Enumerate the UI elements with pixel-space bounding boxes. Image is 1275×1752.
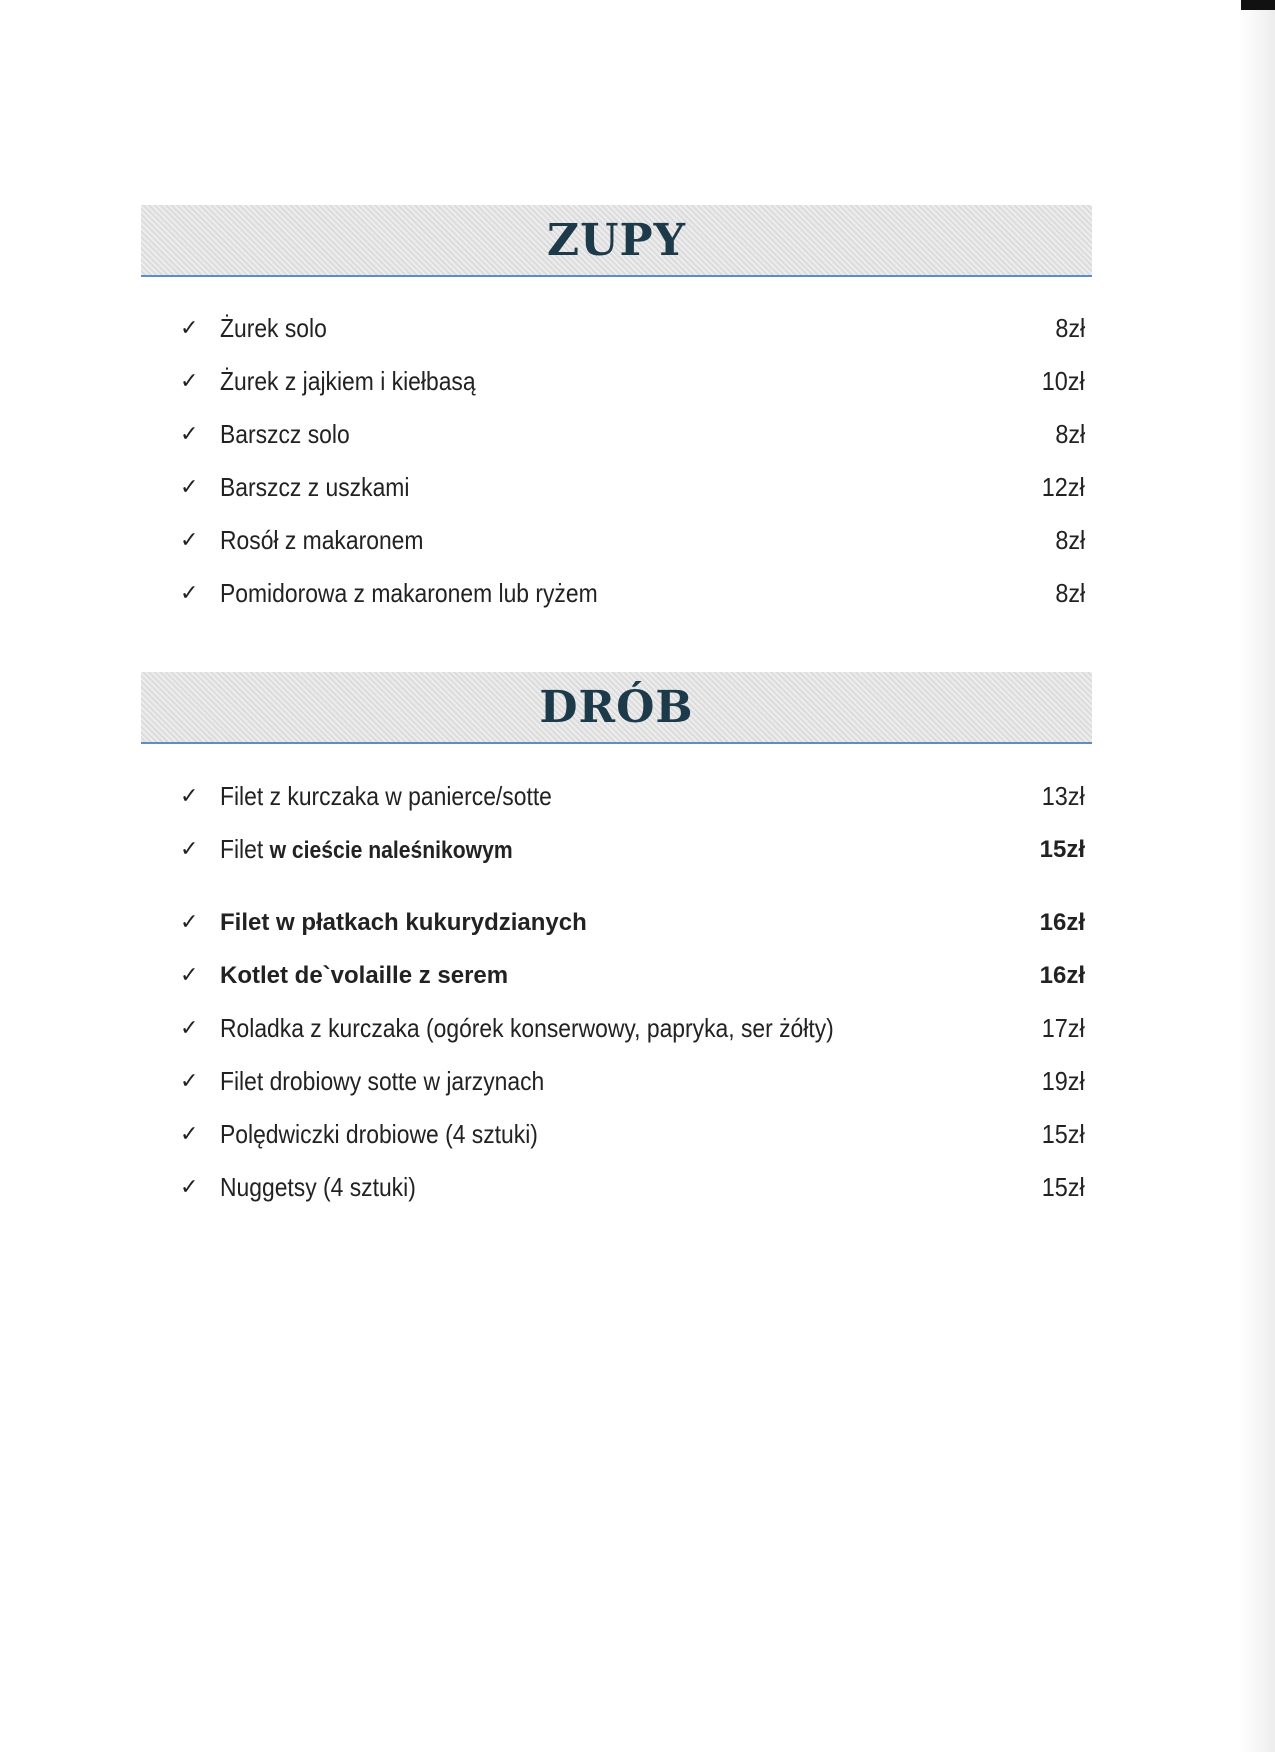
item-price: 10zł [1042,366,1085,396]
section-header-zupy [141,205,1092,277]
menu-list-zupy [180,302,1090,620]
check-icon: ✓ [180,1122,199,1147]
list-item [180,770,1090,823]
item-price: 12zł [1042,472,1085,502]
list-item [180,302,1090,355]
item-name: Barszcz z uszkami [220,472,410,502]
check-icon: ✓ [180,581,199,606]
item-price: 17zł [1042,1013,1085,1043]
item-name: Barszcz solo [220,419,350,449]
item-name: Filet z kurczaka w panierce/sotte [220,781,552,811]
list-item [180,1002,1090,1055]
list-item [180,1161,1090,1214]
item-price: 8zł [1055,525,1085,555]
item-price: 13zł [1042,781,1085,811]
list-item [180,949,1090,1002]
list-item [180,408,1090,461]
list-item [180,896,1090,949]
list-item [180,514,1090,567]
item-name: Roladka z kurczaka (ogórek konserwowy, papryka, ser żółty) [220,1013,834,1043]
item-price: 16zł [1039,909,1085,936]
check-icon: ✓ [180,422,199,447]
item-price: 15zł [1042,1119,1085,1149]
check-icon: ✓ [180,1016,199,1041]
menu-list-drob [180,770,1090,1214]
item-name: Żurek z jajkiem i kiełbasą [220,366,476,396]
item-name [220,823,513,877]
item-name: Polędwiczki drobiowe (4 sztuki) [220,1119,538,1149]
section-title: ZUPY [547,215,686,266]
check-icon: ✓ [180,1069,199,1094]
list-item [180,567,1090,620]
spacer [180,876,1090,896]
check-icon: ✓ [180,475,199,500]
section-title: DRÓB [539,682,694,733]
list-item [180,461,1090,514]
check-icon: ✓ [180,528,199,553]
check-icon: ✓ [180,837,199,862]
list-item [180,355,1090,408]
list-item [180,1108,1090,1161]
item-price: 15zł [1039,836,1085,863]
item-name: Żurek solo [220,313,327,343]
item-name-part: Filet [220,834,264,864]
check-icon: ✓ [180,963,199,988]
item-name: Nuggetsy (4 sztuki) [220,1172,416,1202]
section-header-drob [141,672,1092,744]
scan-edge [1239,0,1275,1752]
check-icon: ✓ [180,784,199,809]
item-price: 15zł [1042,1172,1085,1202]
item-price: 19zł [1042,1066,1085,1096]
check-icon: ✓ [180,316,199,341]
item-name: Filet w płatkach kukurydzianych [220,909,587,936]
corner-mark [1241,0,1275,10]
item-name: Pomidorowa z makaronem lub ryżem [220,578,598,608]
item-price: 8zł [1055,419,1085,449]
check-icon: ✓ [180,369,199,394]
list-item [180,1055,1090,1108]
item-name-bold-part: w cieście naleśnikowym [269,837,513,864]
item-name: Filet drobiowy sotte w jarzynach [220,1066,545,1096]
check-icon: ✓ [180,910,199,935]
item-price: 16zł [1039,962,1085,989]
list-item [180,823,1090,876]
item-price: 8zł [1055,313,1085,343]
check-icon: ✓ [180,1175,199,1200]
item-name: Rosół z makaronem [220,525,424,555]
item-name: Kotlet de`volaille z serem [220,962,509,989]
item-price: 8zł [1055,578,1085,608]
